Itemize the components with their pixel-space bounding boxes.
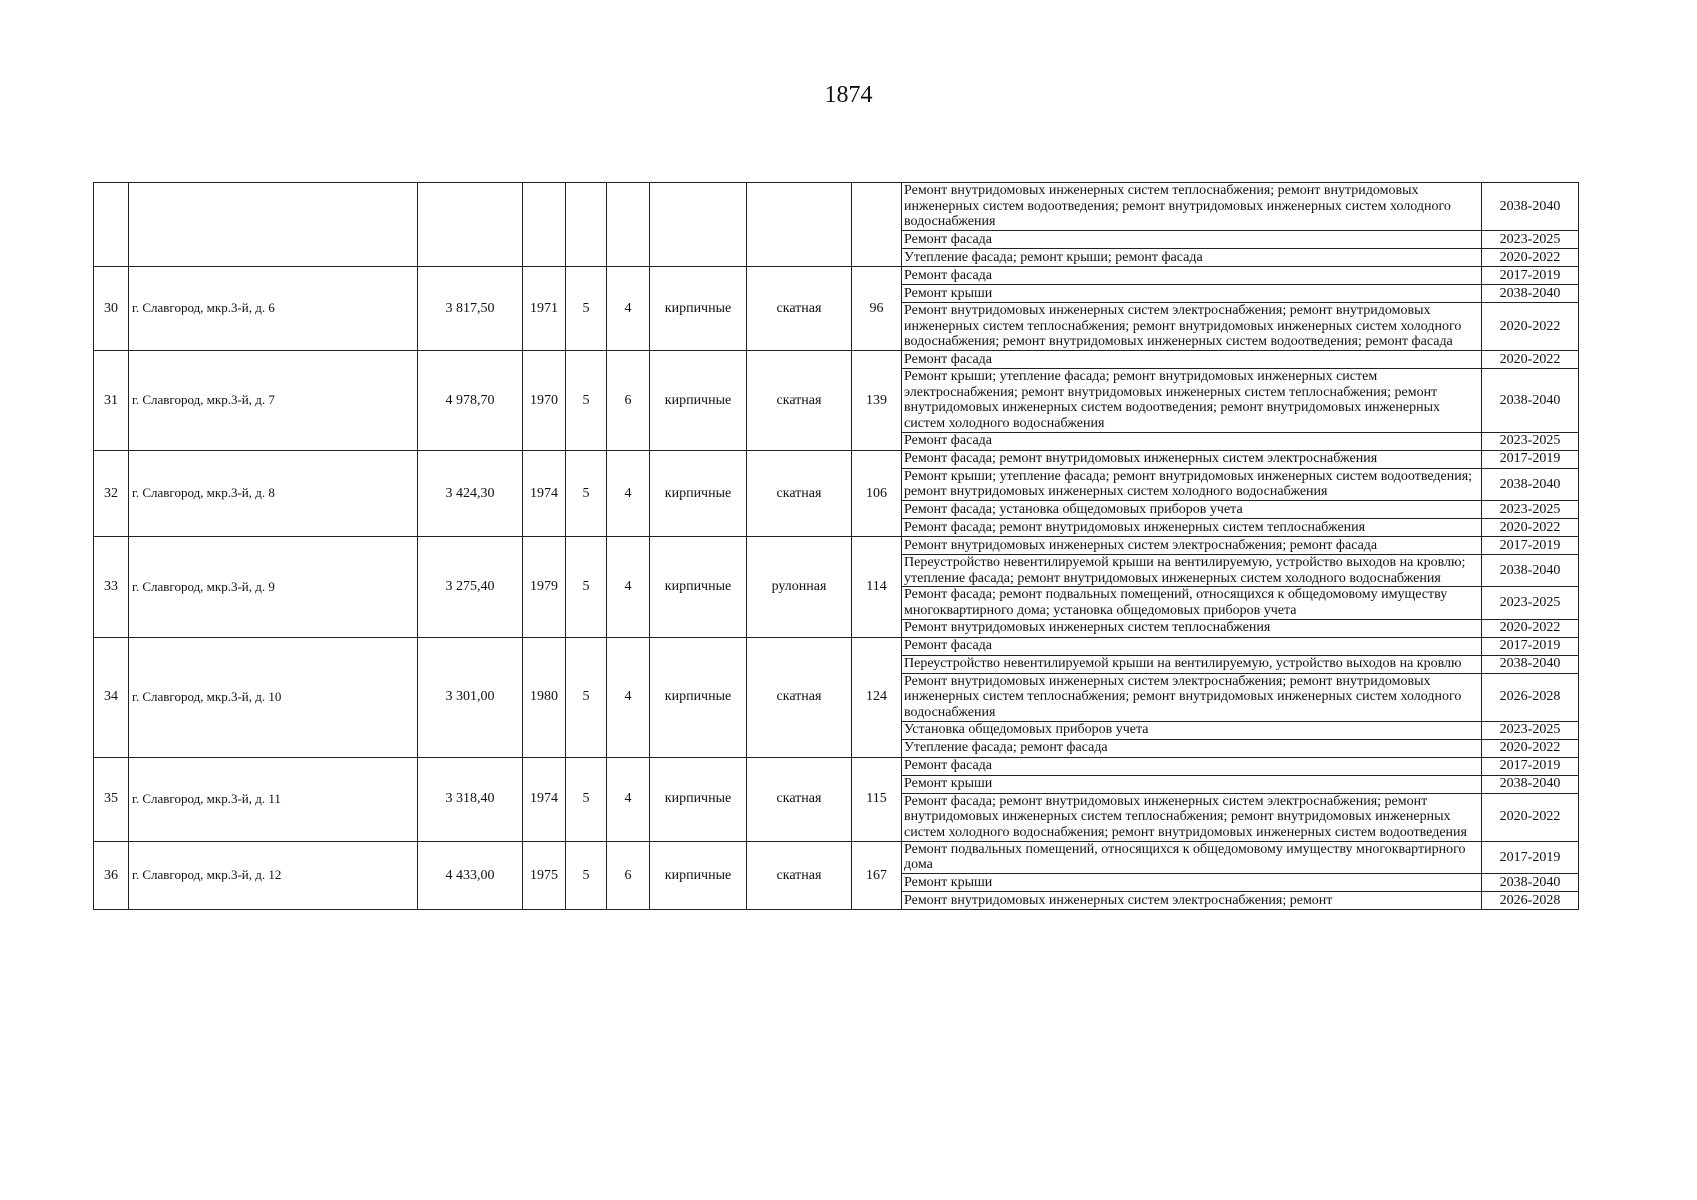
- work-period: 2023-2025: [1482, 721, 1579, 739]
- residents-count: 114: [852, 537, 902, 638]
- empty-cell: [129, 183, 418, 267]
- work-description: Ремонт внутридомовых инженерных систем электроснабжения; ремонт внутридомовых инженерных систем теплоснабжения; ремонт внутридомовых инженерных систем холодного водоснабжения: [902, 673, 1482, 721]
- building-address: г. Славгород, мкр.3-й, д. 9: [129, 537, 418, 638]
- floor-count: 5: [566, 267, 607, 351]
- wall-material: кирпичные: [650, 537, 747, 638]
- work-description: Ремонт фасада: [902, 432, 1482, 450]
- work-description: Ремонт внутридомовых инженерных систем электроснабжения; ремонт: [902, 892, 1482, 910]
- residents-count: 124: [852, 637, 902, 757]
- empty-cell: [852, 183, 902, 267]
- roof-type: скатная: [747, 757, 852, 841]
- work-period: 2017-2019: [1482, 450, 1579, 468]
- build-year: 1970: [523, 351, 566, 451]
- empty-cell: [650, 183, 747, 267]
- empty-cell: [523, 183, 566, 267]
- floor-count: 5: [566, 537, 607, 638]
- empty-cell: [94, 183, 129, 267]
- work-description: Ремонт крыши: [902, 874, 1482, 892]
- work-description: Установка общедомовых приборов учета: [902, 721, 1482, 739]
- wall-material: кирпичные: [650, 267, 747, 351]
- work-period: 2020-2022: [1482, 619, 1579, 637]
- table-body: [94, 183, 1579, 910]
- table-row: [94, 267, 1579, 285]
- roof-type: скатная: [747, 841, 852, 909]
- work-description: Ремонт внутридомовых инженерных систем теплоснабжения; ремонт внутридомовых инженерных систем водоотведения; ремонт внутридомовых инженерных систем холодного водоснабжения: [902, 183, 1482, 231]
- work-description: Ремонт внутридомовых инженерных систем электроснабжения; ремонт внутридомовых инженерных систем теплоснабжения; ремонт внутридомовых инженерных систем холодного водоснабжения; ремонт внутридомовых инженерных систем водоотведения; ремонт фасада: [902, 303, 1482, 351]
- wall-material: кирпичные: [650, 351, 747, 451]
- work-period: 2020-2022: [1482, 793, 1579, 841]
- work-period: 2038-2040: [1482, 285, 1579, 303]
- total-area: 3 318,40: [418, 757, 523, 841]
- work-description: Ремонт фасада: [902, 637, 1482, 655]
- work-period: 2038-2040: [1482, 775, 1579, 793]
- floor-count: 5: [566, 637, 607, 757]
- work-description: Ремонт крыши; утепление фасада; ремонт внутридомовых инженерных систем электроснабжения; ремонт внутридомовых инженерных систем теплоснабжения; ремонт внутридомовых инженерных систем водоотведения; ремонт внутридомовых инженерных систем холодного водоснабжения: [902, 369, 1482, 433]
- floor-count: 5: [566, 351, 607, 451]
- floor-count: 5: [566, 757, 607, 841]
- work-description: Ремонт подвальных помещений, относящихся к общедомовому имуществу многоквартирного дома: [902, 841, 1482, 873]
- row-number: 34: [94, 637, 129, 757]
- row-number: 31: [94, 351, 129, 451]
- table-row: [94, 841, 1579, 873]
- table-row: [94, 450, 1579, 468]
- building-address: г. Славгород, мкр.3-й, д. 10: [129, 637, 418, 757]
- work-description: Утепление фасада; ремонт фасада: [902, 739, 1482, 757]
- work-period: 2026-2028: [1482, 673, 1579, 721]
- work-period: 2017-2019: [1482, 537, 1579, 555]
- building-address: г. Славгород, мкр.3-й, д. 8: [129, 450, 418, 536]
- total-area: 3 817,50: [418, 267, 523, 351]
- total-area: 3 275,40: [418, 537, 523, 638]
- empty-cell: [566, 183, 607, 267]
- work-description: Ремонт фасада: [902, 231, 1482, 249]
- entrance-count: 6: [607, 351, 650, 451]
- work-period: 2017-2019: [1482, 267, 1579, 285]
- work-description: Переустройство невентилируемой крыши на вентилируемую, устройство выходов на кровлю: [902, 655, 1482, 673]
- wall-material: кирпичные: [650, 450, 747, 536]
- total-area: 4 433,00: [418, 841, 523, 909]
- work-description: Ремонт фасада; установка общедомовых приборов учета: [902, 501, 1482, 519]
- work-period: 2038-2040: [1482, 555, 1579, 587]
- entrance-count: 4: [607, 757, 650, 841]
- work-description: Ремонт фасада; ремонт внутридомовых инженерных систем электроснабжения; ремонт внутридомовых инженерных систем теплоснабжения; ремонт внутридомовых инженерных систем холодного водоснабжения; ремонт внутридомовых инженерных систем водоотведения: [902, 793, 1482, 841]
- work-period: 2023-2025: [1482, 231, 1579, 249]
- roof-type: скатная: [747, 637, 852, 757]
- work-period: 2017-2019: [1482, 637, 1579, 655]
- work-description: Ремонт крыши: [902, 285, 1482, 303]
- entrance-count: 6: [607, 841, 650, 909]
- entrance-count: 4: [607, 637, 650, 757]
- work-period: 2023-2025: [1482, 432, 1579, 450]
- empty-cell: [747, 183, 852, 267]
- build-year: 1971: [523, 267, 566, 351]
- work-period: 2023-2025: [1482, 501, 1579, 519]
- build-year: 1975: [523, 841, 566, 909]
- work-period: 2038-2040: [1482, 468, 1579, 500]
- roof-type: скатная: [747, 351, 852, 451]
- row-number: 33: [94, 537, 129, 638]
- work-description: Ремонт крыши; утепление фасада; ремонт внутридомовых инженерных систем водоотведения; ремонт внутридомовых инженерных систем холодного водоснабжения: [902, 468, 1482, 500]
- building-address: г. Славгород, мкр.3-й, д. 11: [129, 757, 418, 841]
- row-number: 30: [94, 267, 129, 351]
- work-period: 2020-2022: [1482, 739, 1579, 757]
- row-number: 32: [94, 450, 129, 536]
- work-description: Ремонт фасада; ремонт внутридомовых инженерных систем электроснабжения: [902, 450, 1482, 468]
- work-description: Переустройство невентилируемой крыши на вентилируемую, устройство выходов на кровлю; утепление фасада; ремонт внутридомовых инженерных систем холодного водоснабжения: [902, 555, 1482, 587]
- work-description: Утепление фасада; ремонт крыши; ремонт фасада: [902, 249, 1482, 267]
- work-description: Ремонт внутридомовых инженерных систем электроснабжения; ремонт фасада: [902, 537, 1482, 555]
- residents-count: 115: [852, 757, 902, 841]
- build-year: 1980: [523, 637, 566, 757]
- total-area: 3 424,30: [418, 450, 523, 536]
- build-year: 1974: [523, 757, 566, 841]
- work-period: 2020-2022: [1482, 303, 1579, 351]
- work-period: 2017-2019: [1482, 841, 1579, 873]
- wall-material: кирпичные: [650, 637, 747, 757]
- row-number: 36: [94, 841, 129, 909]
- table-row: [94, 757, 1579, 775]
- total-area: 4 978,70: [418, 351, 523, 451]
- work-period: 2038-2040: [1482, 183, 1579, 231]
- work-period: 2017-2019: [1482, 757, 1579, 775]
- table-row: [94, 537, 1579, 555]
- work-description: Ремонт фасада: [902, 757, 1482, 775]
- wall-material: кирпичные: [650, 841, 747, 909]
- residents-count: 139: [852, 351, 902, 451]
- empty-cell: [418, 183, 523, 267]
- residents-count: 106: [852, 450, 902, 536]
- row-number: 35: [94, 757, 129, 841]
- work-period: 2038-2040: [1482, 874, 1579, 892]
- building-address: г. Славгород, мкр.3-й, д. 7: [129, 351, 418, 451]
- work-period: 2038-2040: [1482, 655, 1579, 673]
- work-period: 2026-2028: [1482, 892, 1579, 910]
- build-year: 1979: [523, 537, 566, 638]
- table-row: [94, 637, 1579, 655]
- entrance-count: 4: [607, 537, 650, 638]
- empty-cell: [607, 183, 650, 267]
- residents-count: 96: [852, 267, 902, 351]
- table-row: [94, 183, 1579, 231]
- roof-type: скатная: [747, 267, 852, 351]
- total-area: 3 301,00: [418, 637, 523, 757]
- work-description: Ремонт крыши: [902, 775, 1482, 793]
- work-period: 2038-2040: [1482, 369, 1579, 433]
- repair-schedule-table: [93, 182, 1579, 910]
- work-period: 2020-2022: [1482, 351, 1579, 369]
- work-period: 2023-2025: [1482, 587, 1579, 619]
- work-period: 2020-2022: [1482, 249, 1579, 267]
- building-address: г. Славгород, мкр.3-й, д. 12: [129, 841, 418, 909]
- work-description: Ремонт фасада; ремонт подвальных помещений, относящихся к общедомовому имуществу многоквартирного дома; установка общедомовых приборов учета: [902, 587, 1482, 619]
- residents-count: 167: [852, 841, 902, 909]
- floor-count: 5: [566, 450, 607, 536]
- entrance-count: 4: [607, 450, 650, 536]
- work-description: Ремонт фасада; ремонт внутридомовых инженерных систем теплоснабжения: [902, 519, 1482, 537]
- entrance-count: 4: [607, 267, 650, 351]
- roof-type: скатная: [747, 450, 852, 536]
- work-description: Ремонт фасада: [902, 267, 1482, 285]
- page-number: 1874: [824, 82, 873, 108]
- roof-type: рулонная: [747, 537, 852, 638]
- floor-count: 5: [566, 841, 607, 909]
- work-period: 2020-2022: [1482, 519, 1579, 537]
- build-year: 1974: [523, 450, 566, 536]
- table-row: [94, 351, 1579, 369]
- work-description: Ремонт внутридомовых инженерных систем теплоснабжения: [902, 619, 1482, 637]
- building-address: г. Славгород, мкр.3-й, д. 6: [129, 267, 418, 351]
- wall-material: кирпичные: [650, 757, 747, 841]
- work-description: Ремонт фасада: [902, 351, 1482, 369]
